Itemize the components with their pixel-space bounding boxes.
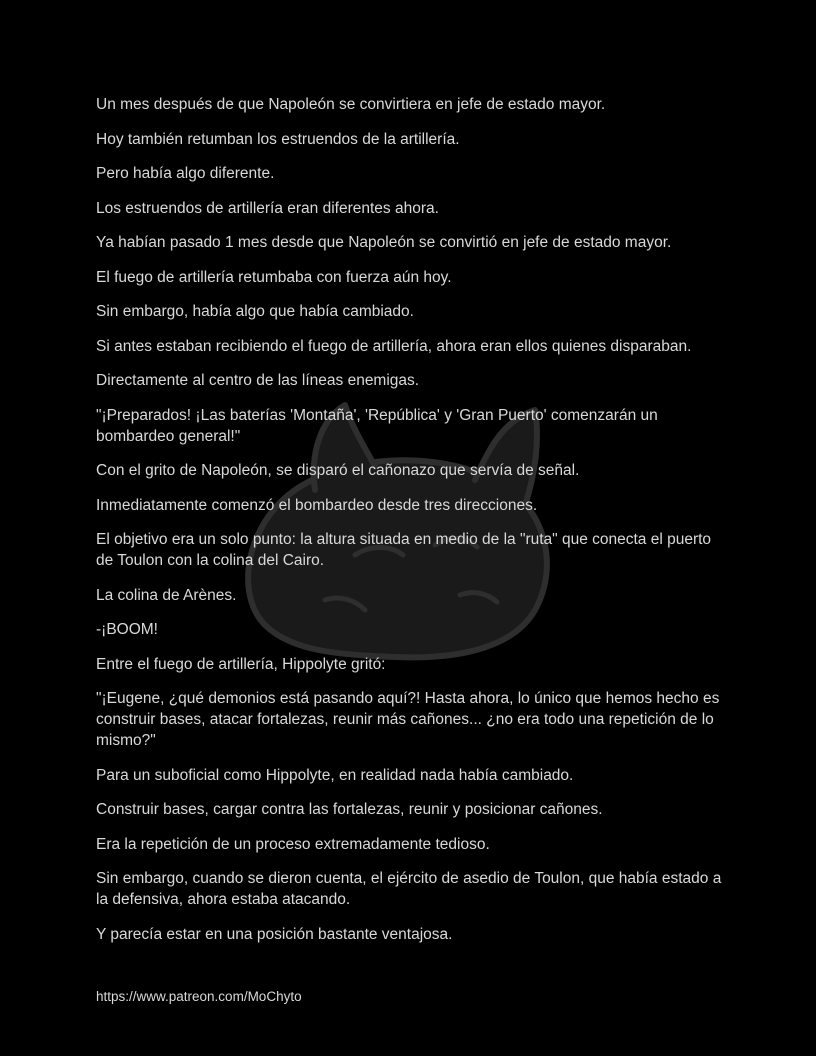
paragraph: Para un suboficial como Hippolyte, en realidad nada había cambiado. <box>96 766 574 784</box>
paragraph: Ya habían pasado 1 mes desde que Napoleón se convirtió en jefe de estado mayor. <box>96 234 672 251</box>
paragraph: Entre el fuego de artillería, Hippolyte gritó: <box>96 655 386 673</box>
document-body <box>96 94 726 958</box>
paragraph: Hoy también retumban los estruendos de la artillería. <box>96 130 460 148</box>
paragraph: El objetivo era un solo punto: la altura situada en medio de la "ruta" que conecta el puerto de Toulon con la colina del Cairo. <box>96 531 712 569</box>
paragraph: -¡BOOM! <box>96 621 158 638</box>
paragraph: Construir bases, cargar contra las fortalezas, reunir y posicionar cañones. <box>96 801 603 818</box>
paragraph: Con el grito de Napoleón, se disparó el cañonazo que servía de señal. <box>96 462 580 479</box>
footer-link[interactable]: https://www.patreon.com/MoChyto <box>96 989 302 1004</box>
paragraph: "¡Preparados! ¡Las baterías 'Montaña', 'República' y 'Gran Puerto' comenzarán un bombardeo general!" <box>96 406 658 445</box>
paragraph: Directamente al centro de las líneas enemigas. <box>96 372 420 389</box>
paragraph: Sin embargo, cuando se dieron cuenta, el ejército de asedio de Toulon, que había estado a la defensiva, ahora estaba atacando. <box>96 870 722 908</box>
paragraph: El fuego de artillería retumbaba con fuerza aún hoy. <box>96 268 452 286</box>
paragraph: Sin embargo, había algo que había cambiado. <box>96 303 414 320</box>
paragraph: Pero había algo diferente. <box>96 165 275 182</box>
paragraph: Y parecía estar en una posición bastante ventajosa. <box>96 925 453 943</box>
paragraph: Si antes estaban recibiendo el fuego de artillería, ahora eran ellos quienes disparaban. <box>96 337 692 355</box>
paragraph: Un mes después de que Napoleón se convirtiera en jefe de estado mayor. <box>96 96 606 113</box>
paragraph: La colina de Arènes. <box>96 586 237 604</box>
paragraph: Los estruendos de artillería eran diferentes ahora. <box>96 199 439 217</box>
paragraph: Era la repetición de un proceso extremadamente tedioso. <box>96 835 490 853</box>
paragraph: Inmediatamente comenzó el bombardeo desde tres direcciones. <box>96 496 538 514</box>
paragraph: "¡Eugene, ¿qué demonios está pasando aquí?! Hasta ahora, lo único que hemos hecho es construir bases, atacar fortalezas, reunir más cañones... ¿no era todo una repetición de lo mismo?" <box>96 690 720 749</box>
